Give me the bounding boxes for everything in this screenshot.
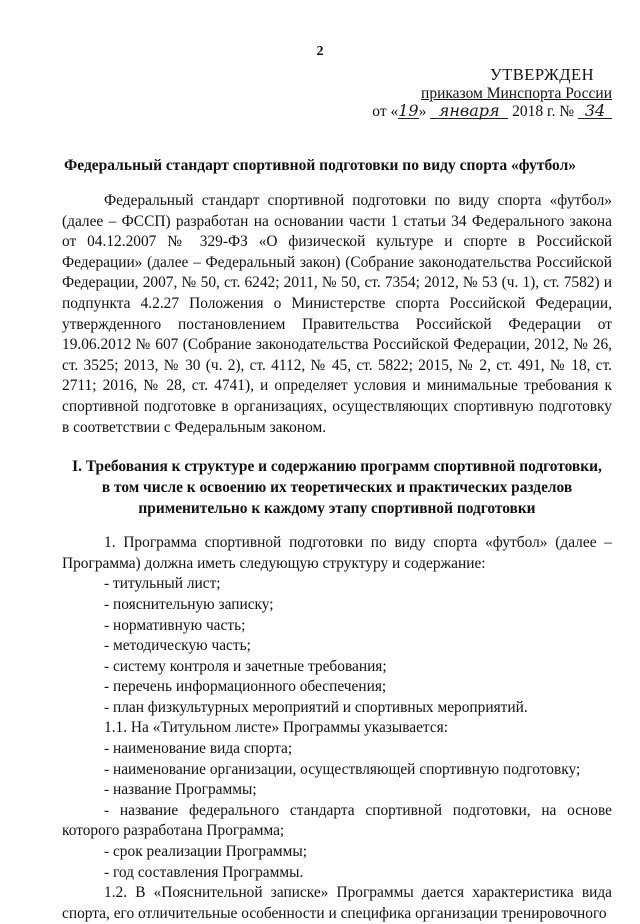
approval-stamp [342,66,612,121]
item-1-1: 1.1. На «Титульном листе» Программы указывается: [104,719,449,737]
document-body [62,191,612,924]
section-heading [62,456,612,519]
handwritten-month: января [430,103,508,119]
list-item: - название федерального стандарта спортивной подготовки, на основе которого разработана Программа; [62,801,612,840]
handwritten-day: 19 [398,101,419,120]
section-heading-line3: применительно к каждому этапу спортивной подготовки [138,500,536,518]
page-number: 2 [316,44,324,59]
list-item: - наименование вида спорта; [104,740,293,758]
item-1-2: 1.2. В «Пояснительной записке» Программы дается характеристика вида спорта, его отличительные особенности и специфика организации тренировочного [62,884,612,922]
item-1: 1. Программа спортивной подготовки по виду спорта «футбол» (далее – Программа) должна иметь следующую структуру и содержание: [62,534,612,572]
list-item: - систему контроля и зачетные требования; [104,657,387,675]
approval-order: приказом Минспорта России [421,85,612,102]
list-item: - срок реализации Программы; [104,843,308,861]
list-item: - перечень информационного обеспечения; [104,678,387,696]
list-item: - план физкультурных мероприятий и спортивных мероприятий. [104,698,528,716]
list-item: - методическую часть; [104,637,251,655]
date-year: 2018 г. № [512,103,575,120]
section-heading-line1: I. Требования к структуре и содержанию программ спортивной подготовки, [72,458,602,476]
handwritten-number: 34 [578,103,612,119]
section-heading-line2: в том числе к освоению их теоретических и практических разделов [101,479,573,497]
list-item: - титульный лист; [104,575,221,593]
date-mid: » [418,103,427,120]
approval-title: УТВЕРЖДЕН [490,65,594,84]
date-prefix: от « [372,103,399,120]
document-title: Федеральный стандарт спортивной подготовки по виду спорта «футбол» [63,157,577,174]
list-item: - нормативную часть; [104,616,246,634]
list-item: - год составления Программы. [104,863,304,881]
list-item: - название Программы; [104,781,257,799]
list-item: - наименование организации, осуществляющей спортивную подготовку; [104,760,581,778]
approval-date-line [342,103,612,121]
list-item: - пояснительную записку; [104,595,274,613]
intro-paragraph: Федеральный стандарт спортивной подготовки по виду спорта «футбол» (далее – ФССП) разработан на основании части 1 статьи 34 Федерального закона от 04.12.2007 № 329-ФЗ «О физической культуре и спорте в Российской Федерации» (далее – Федеральный закон) (Собрание законодательства Российской Федерации, 2007, № 50, ст. 6242; 2011, № 50, ст. 7354; 2012, № 53 (ч. 1), ст. 7582) и подпункта 4.2.27 Положения о Министерстве спорта Российской Федерации, утвержденного постановлением Правительства Российской Федерации от 19.06.2012 № 607 (Собрание законодательства Российской Федерации, 2012, № 26, ст. 3525; 2013, № 30 (ч. 2), ст. 4112, № 45, ст. 5822; 2015, № 2, ст. 491, № 18, ст. 2711; 2016, № 28, ст. 4741), и определяет условия и минимальные требования к спортивной подготовке в организациях, осуществляющих спортивную подготовку в соответствии с Федеральным законом. [62,192,612,436]
